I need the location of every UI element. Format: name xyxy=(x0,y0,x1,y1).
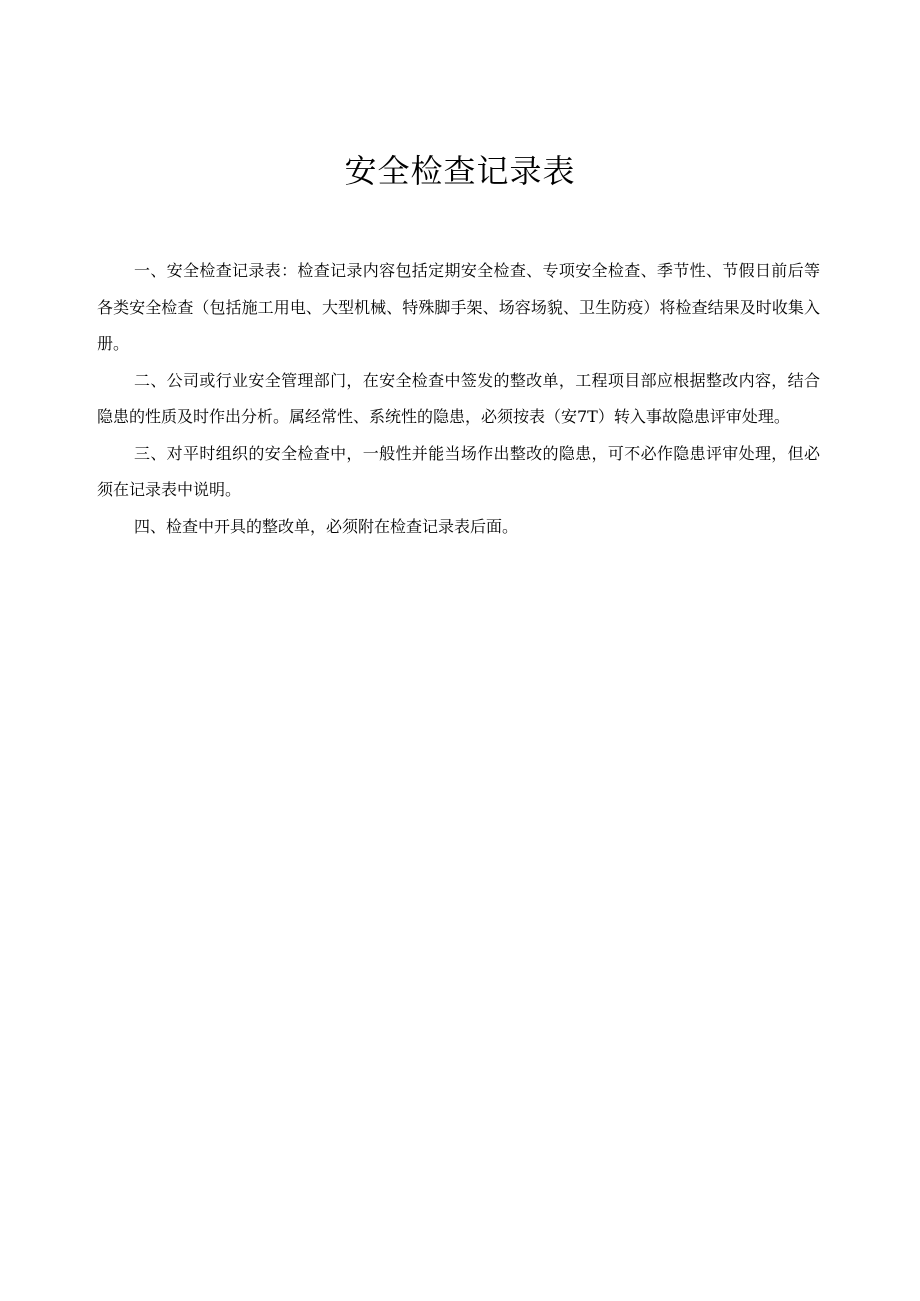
paragraph-2: 二、公司或行业安全管理部门，在安全检查中签发的整改单，工程项目部应根据整改内容，结合隐患的性质及时作出分析。属经常性、系统性的隐患，必须按表（安7T）转入事故隐患评审处理。 xyxy=(97,370,820,426)
paragraph-1: 一、安全检查记录表：检查记录内容包括定期安全检查、专项安全检查、季节性、节假日前后等各类安全检查（包括施工用电、大型机械、特殊脚手架、场容场貌、卫生防疫）将检查结果及时收集入册。 xyxy=(97,261,820,353)
document-body xyxy=(97,253,820,545)
paragraph-4: 四、检查中开具的整改单，必须附在检查记录表后面。 xyxy=(134,516,519,536)
document-title: 安全检查记录表 xyxy=(344,152,576,190)
paragraph-3: 三、对平时组织的安全检查中，一般性并能当场作出整改的隐患，可不必作隐患评审处理，但必须在记录表中说明。 xyxy=(97,443,820,499)
